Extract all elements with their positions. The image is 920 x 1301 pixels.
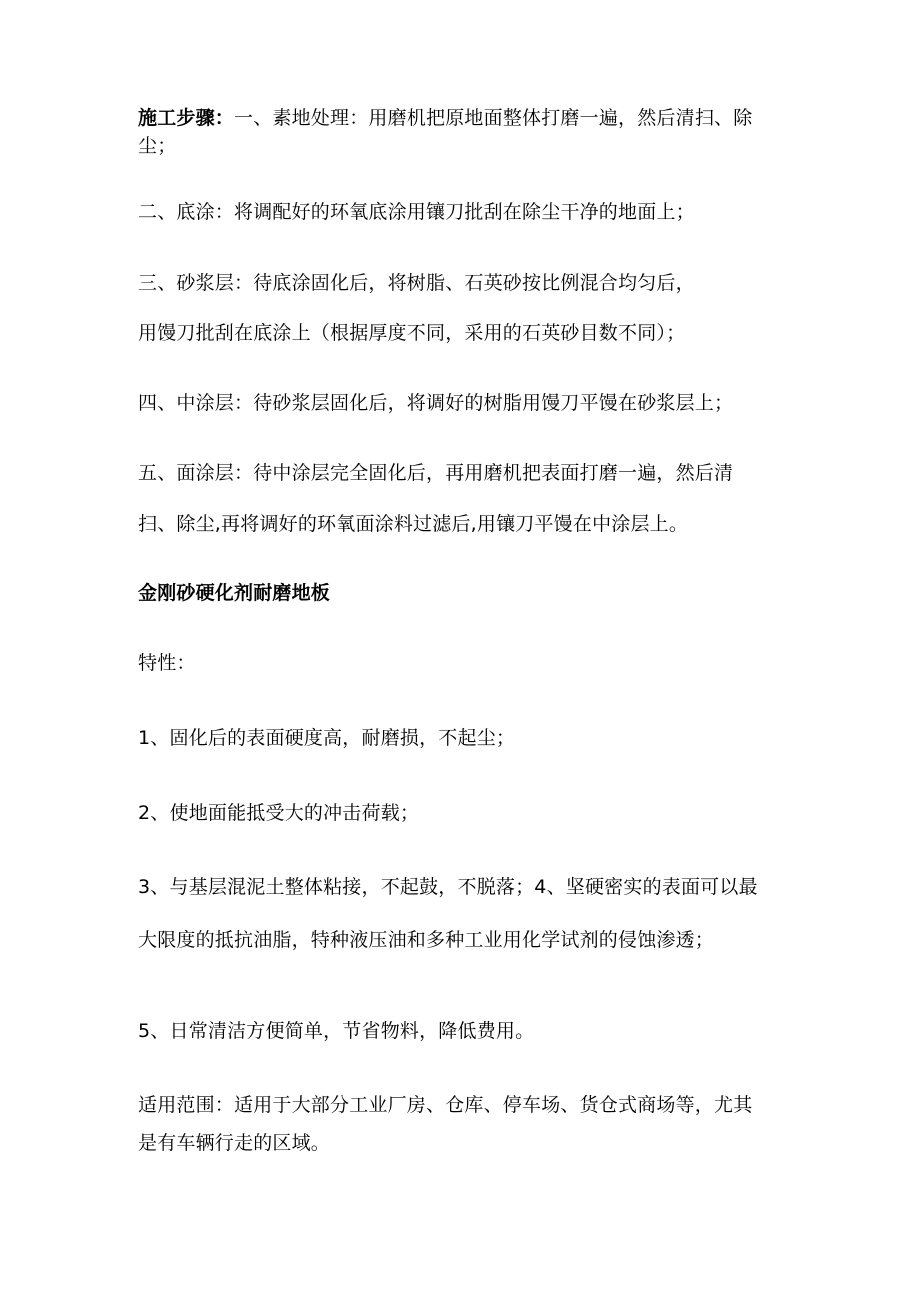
feature-1: 1、固化后的表面硬度高，耐磨损，不起尘； <box>138 727 516 749</box>
step-3-line-2: 用馒刀批刮在底涂上（根据厚度不同，采用的石英砂目数不同）； <box>138 322 686 344</box>
feature-3-line-1: 3、与基层混泥土整体粘接，不起鼓，不脱落；4、坚硬密实的表面可以最 <box>138 876 758 898</box>
construction-steps-label: 施工步骤： <box>138 107 235 129</box>
construction-steps-line-1 <box>138 105 752 131</box>
feature-2: 2、使地面能抵受大的冲击荷载； <box>138 802 420 824</box>
section-title: 金刚砂硬化剂耐磨地板 <box>138 582 331 604</box>
step-4-text: 四、中涂层：待砂浆层固化后，将调好的树脂用馒刀平馒在砂浆层上； <box>138 392 734 414</box>
step-5-line-2: 扫、除尘,再将调好的环氧面涂料过滤后,用镶刀平馒在中涂层上。 <box>138 513 689 535</box>
features-label: 特性： <box>138 652 196 674</box>
scope-line-2: 是有车辆行走的区域。 <box>138 1132 331 1154</box>
step-5-line-1: 五、面涂层：待中涂层完全固化后，再用磨机把表面打磨一遍，然后清 <box>138 462 734 484</box>
scope-line-1: 适用范围：适用于大部分工业厂房、仓库、停车场、货仓式商场等，尤其 <box>138 1094 753 1116</box>
step-3-line-1: 三、砂浆层：待底涂固化后，将树脂、石英砂按比例混合均匀后， <box>138 272 695 294</box>
feature-3-line-2: 大限度的抵抗油脂，特种液压油和多种工业用化学试剂的侵蚀渗透； <box>138 929 715 951</box>
step-1-continuation: 尘； <box>138 135 177 157</box>
feature-5: 5、日常清洁方便简单，节省物料，降低费用。 <box>138 1020 535 1042</box>
step-1-text: 一、素地处理：用磨机把原地面整体打磨一遍，然后清扫、除 <box>234 107 753 129</box>
step-2-text: 二、底涂：将调配好的环氧底涂用镶刀批刮在除尘干净的地面上； <box>138 201 695 223</box>
